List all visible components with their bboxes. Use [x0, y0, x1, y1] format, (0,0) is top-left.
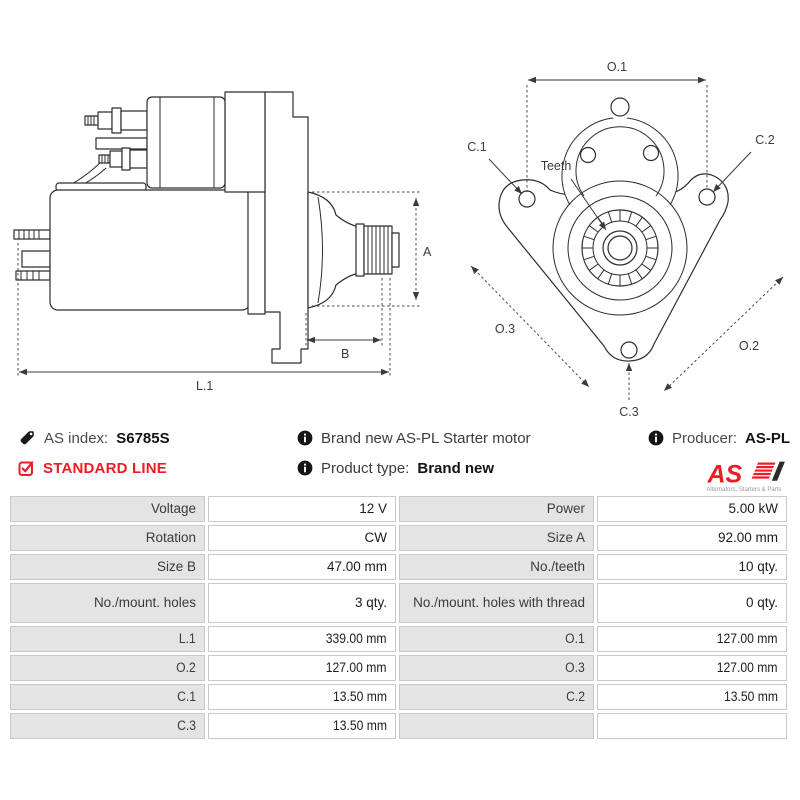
spec-label-c1: C.1: [10, 684, 205, 710]
info-icon: [297, 430, 313, 446]
info-icon: [297, 460, 313, 476]
dim-label-o1: O.1: [606, 60, 628, 74]
dim-label-o3: O.3: [494, 322, 516, 336]
product-type-row: [297, 459, 531, 477]
spec-value-o2: 127.00 mm: [208, 655, 396, 681]
spec-label-mount-holes-thread: No./mount. holes with thread: [399, 583, 594, 623]
spec-label-no-teeth: No./teeth: [399, 554, 594, 580]
producer-label: Producer:: [671, 429, 737, 447]
standard-line-label: STANDARD LINE: [43, 459, 167, 477]
spec-value-mount-holes: 3 qty.: [208, 583, 396, 623]
spec-label-c3: C.3: [10, 713, 205, 739]
spec-value-c1: 13.50 mm: [208, 684, 396, 710]
spec-value-voltage: 12 V: [208, 496, 396, 522]
dim-label-b: B: [341, 347, 350, 361]
dim-label-c1: C.1: [467, 140, 487, 154]
as-pl-logo: [694, 459, 790, 493]
spec-value-l1: 339.00 mm: [208, 626, 396, 652]
spec-value-size-a: 92.00 mm: [597, 525, 787, 551]
dim-label-teeth: Teeth: [540, 159, 572, 173]
as-index-label: AS index:: [44, 429, 109, 447]
spec-value-c3: 13.50 mm: [208, 713, 396, 739]
info-icon: [648, 430, 664, 446]
spec-value-c2: 13.50 mm: [597, 684, 787, 710]
front-view-diagram: [467, 60, 783, 419]
spec-value-size-b: 47.00 mm: [208, 554, 396, 580]
spec-label-size-a: Size A: [399, 525, 594, 551]
info-column-middle: [297, 429, 531, 477]
spec-value-empty: [597, 713, 787, 739]
dim-label-c3: C.3: [619, 405, 639, 419]
spec-label-empty: [399, 713, 594, 739]
standard-line-row: [18, 459, 170, 477]
logo-stripes: [751, 462, 785, 481]
as-index-row: [18, 429, 170, 447]
dim-label-c2: C.2: [755, 133, 775, 147]
checkbox-checked-icon: [18, 460, 35, 477]
product-type-label: Product type:: [321, 459, 410, 477]
spec-label-o1: O.1: [399, 626, 594, 652]
info-column-left: [18, 429, 170, 477]
spec-value-o1: 127.00 mm: [597, 626, 787, 652]
info-column-right: [648, 429, 790, 493]
producer-row: [648, 429, 790, 447]
logo-text: AS: [707, 460, 743, 489]
spec-label-l1: L.1: [10, 626, 205, 652]
spec-label-c2: C.2: [399, 684, 594, 710]
producer-value: AS-PL: [745, 429, 790, 447]
dim-label-l1: L.1: [196, 379, 214, 393]
tag-icon: [18, 429, 36, 447]
dim-label-o2: O.2: [738, 339, 760, 353]
spec-label-voltage: Voltage: [10, 496, 205, 522]
product-type-value: Brand new: [417, 459, 495, 477]
spec-table: [10, 496, 790, 739]
spec-value-mount-holes-thread: 0 qty.: [597, 583, 787, 623]
logo-caption: Alternators, Starters & Parts: [706, 486, 782, 493]
spec-label-mount-holes: No./mount. holes: [10, 583, 205, 623]
spec-label-power: Power: [399, 496, 594, 522]
spec-label-size-b: Size B: [10, 554, 205, 580]
spec-value-o3: 127.00 mm: [597, 655, 787, 681]
side-view-diagram: [14, 92, 432, 393]
spec-label-o3: O.3: [399, 655, 594, 681]
spec-value-no-teeth: 10 qty.: [597, 554, 787, 580]
spec-value-rotation: CW: [208, 525, 396, 551]
product-description: Brand new AS-PL Starter motor: [321, 429, 531, 447]
spec-label-rotation: Rotation: [10, 525, 205, 551]
spec-value-power: 5.00 kW: [597, 496, 787, 522]
as-index-value: S6785S: [116, 429, 170, 447]
dim-label-a: A: [423, 245, 432, 259]
spec-label-o2: O.2: [10, 655, 205, 681]
description-row: [297, 429, 531, 447]
